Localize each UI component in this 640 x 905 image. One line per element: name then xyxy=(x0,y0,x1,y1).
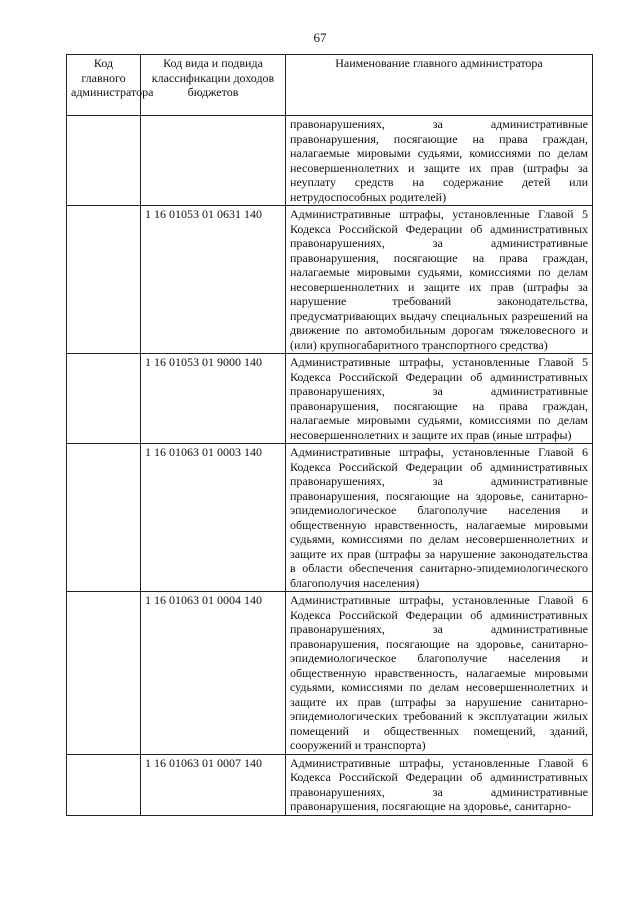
header-admin-code: Код главного администратора xyxy=(67,55,141,116)
revenue-code-cell: 1 16 01063 01 0003 140 xyxy=(141,444,286,592)
table-row xyxy=(67,206,593,354)
revenue-code-cell xyxy=(141,116,286,206)
header-revenue-code: Код вида и подвида классификации доходов бюджетов xyxy=(141,55,286,116)
table-row xyxy=(67,116,593,206)
admin-name-cell: Административные штрафы, установленные Главой 5 Кодекса Российской Федерации об административных правонарушениях, за административные правонарушения, посягающие на права граждан, налагаемые мировыми судьями, комиссиями по делам несовершеннолетних и защите их прав (иные штрафы) xyxy=(286,354,593,444)
table-row xyxy=(67,444,593,592)
table-row xyxy=(67,592,593,755)
admin-name-cell: Административные штрафы, установленные Главой 6 Кодекса Российской Федерации об административных правонарушениях, за административные правонарушения, посягающие на здоровье, санитарно-эпидемиологическое благополучие населения и общественную нравственность, налагаемые мировыми судьями, комиссиями по делам несовершеннолетних и защите их прав (штрафы за нарушение санитарно-эпидемиологических требований к эксплуатации жилых помещений и общественных помещений, зданий, сооружений и транспорта) xyxy=(286,592,593,755)
admin-code-cell xyxy=(67,592,141,755)
admin-name-cell: Административные штрафы, установленные Главой 5 Кодекса Российской Федерации об административных правонарушениях, за административные правонарушения, посягающие на права граждан, налагаемые мировыми судьями, комиссиями по делам несовершеннолетних и защите их прав (штрафы за нарушение требований законодательства, предусматривающих выдачу специальных разрешений на движение по автомобильным дорогам тяжеловесного и (или) крупногабаритного транспортного средства) xyxy=(286,206,593,354)
table-row xyxy=(67,754,593,815)
revenue-code-cell: 1 16 01063 01 0004 140 xyxy=(141,592,286,755)
admin-name-cell: Административные штрафы, установленные Главой 6 Кодекса Российской Федерации об административных правонарушениях, за административные правонарушения, посягающие на здоровье, санитарно-эпидемиологическое благополучие населения и общественную нравственность, налагаемые мировыми судьями, комиссиями по делам несовершеннолетних и защите их прав (штрафы за нарушение законодательства в области обеспечения санитарно-эпидемиологического благополучия населения) xyxy=(286,444,593,592)
admin-code-cell xyxy=(67,754,141,815)
revenue-code-cell: 1 16 01053 01 9000 140 xyxy=(141,354,286,444)
page-number: 67 xyxy=(313,30,327,45)
admin-code-cell xyxy=(67,354,141,444)
admin-name-cell: правонарушениях, за административные правонарушения, посягающие на права граждан, налагаемые мировыми судьями, комиссиями по делам несовершеннолетних и защите их прав (штрафы за неуплату средств на содержание детей или нетрудоспособных родителей) xyxy=(286,116,593,206)
admin-code-cell xyxy=(67,444,141,592)
table-header-row xyxy=(67,55,593,116)
admin-name-cell: Административные штрафы, установленные Главой 6 Кодекса Российской Федерации об административных правонарушениях, за административные правонарушения, посягающие на здоровье, санитарно- xyxy=(286,754,593,815)
admin-code-cell xyxy=(67,116,141,206)
revenue-code-cell: 1 16 01063 01 0007 140 xyxy=(141,754,286,815)
revenue-code-cell: 1 16 01053 01 0631 140 xyxy=(141,206,286,354)
table-row xyxy=(67,354,593,444)
revenue-classification-table xyxy=(66,54,593,816)
header-admin-name: Наименование главного администратора xyxy=(286,55,593,116)
admin-code-cell xyxy=(67,206,141,354)
